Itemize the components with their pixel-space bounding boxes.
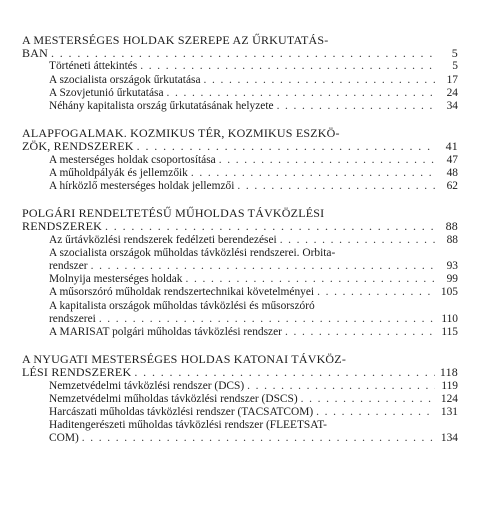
page-number: 5 (451, 46, 458, 61)
page-number: 115 (441, 326, 458, 339)
entry-title: Az űrtávközlési rendszerek fedélzeti berendezései (49, 233, 277, 246)
toc-entry (22, 87, 458, 100)
entry-title: A mesterséges holdak csoportosítása (49, 153, 216, 166)
entry-title: Molnyija mesterséges holdak (49, 273, 183, 286)
leader-dots (91, 260, 435, 273)
page-number: 48 (446, 166, 458, 179)
entry-title: Nemzetvédelmi műholdas távközlési rendszer (DSCS) (49, 392, 298, 405)
page-number: 17 (446, 73, 458, 86)
toc-entry (22, 326, 458, 339)
entry-title-line1: A szocialista országok műholdas távközlési rendszerei. Orbita- (49, 246, 336, 259)
leader-dots (237, 180, 435, 193)
entry-title: Néhány kapitalista ország űrkutatásának helyzete (49, 100, 274, 113)
toc-section (22, 34, 458, 113)
page-number: 34 (446, 100, 458, 113)
toc-entry (22, 260, 458, 273)
page-number: 131 (440, 406, 458, 419)
toc-section (22, 127, 458, 193)
page-number: 134 (440, 432, 458, 445)
section-heading-continuation: BAN (22, 46, 48, 61)
section-heading: A MESTERSÉGES HOLDAK SZEREPE AZ ŰRKUTATÁS- (22, 33, 329, 47)
section-heading-row (22, 140, 458, 153)
entry-title-line1: Haditengerészeti műholdas távközlési rendszer (FLEETSAT- (49, 419, 327, 432)
page-number: 93 (446, 260, 458, 273)
leader-dots (277, 100, 435, 113)
toc-entry (22, 393, 458, 406)
page-number: 41 (445, 139, 458, 154)
leader-dots (82, 432, 435, 445)
toc-entry (22, 180, 458, 193)
leader-dots (317, 286, 435, 299)
leader-dots (137, 140, 435, 153)
entry-title: COM) (49, 432, 79, 445)
leader-dots (134, 366, 435, 379)
page-number: 124 (440, 392, 458, 405)
leader-dots (204, 74, 435, 87)
toc-entry (22, 313, 458, 326)
leader-dots (219, 154, 435, 167)
section-heading-continuation: LÉSI RENDSZEREK (22, 365, 132, 380)
leader-dots (301, 393, 435, 406)
page-number: 110 (441, 312, 458, 325)
entry-title: A Szovjetunió űrkutatása (49, 86, 164, 99)
page-number: 88 (446, 233, 458, 246)
section-heading: A NYUGATI MESTERSÉGES HOLDAS KATONAI TÁVKÖZ- (22, 352, 347, 367)
page-number: 118 (439, 365, 458, 380)
toc-entry (22, 406, 458, 419)
toc-entry (22, 167, 458, 180)
toc-entry (22, 100, 458, 113)
table-of-contents (22, 34, 458, 460)
section-heading: ALAPFOGALMAK. KOZMIKUS TÉR, KOZMIKUS ESZKÖ- (22, 126, 340, 141)
section-heading: POLGÁRI RENDELTETÉSŰ MŰHOLDAS TÁVKÖZLÉSI (22, 206, 325, 221)
page-number: 88 (445, 219, 458, 234)
section-heading-row (22, 220, 458, 233)
toc-entry (22, 154, 458, 167)
leader-dots (316, 406, 435, 419)
toc-entry (22, 273, 458, 286)
leader-dots (280, 234, 435, 247)
entry-title: A hírközlő mesterséges holdak jellemzői (49, 180, 235, 193)
leader-dots (247, 380, 435, 393)
toc-section (22, 207, 458, 339)
leader-dots (186, 273, 436, 286)
leader-dots (191, 167, 435, 180)
entry-title: rendszer (49, 260, 88, 273)
page-number: 105 (440, 286, 458, 299)
toc-entry (22, 432, 458, 445)
section-heading-row (22, 366, 458, 379)
entry-title: Nemzetvédelmi távközlési rendszer (DCS) (49, 379, 245, 392)
toc-entry (22, 380, 458, 393)
entry-title: Harcászati műholdas távközlési rendszer (TACSATCOM) (49, 406, 314, 419)
leader-dots (140, 60, 435, 73)
page-number: 62 (446, 180, 458, 193)
entry-title: rendszerei (49, 312, 96, 325)
section-heading-row (22, 47, 458, 60)
entry-title: A műholdpályák és jellemzőik (49, 166, 188, 179)
page-number: 47 (446, 153, 458, 166)
toc-entry (22, 74, 458, 87)
entry-title: Történeti áttekintés (49, 60, 138, 73)
section-heading-continuation: ZÖK, RENDSZEREK (22, 139, 134, 154)
toc-entry (22, 234, 458, 247)
leader-dots (51, 47, 435, 60)
page-number: 99 (446, 273, 458, 286)
leader-dots (105, 220, 435, 233)
page-number: 5 (452, 60, 458, 73)
entry-title: A műsorszóró műholdak rendszertechnikai követelményei (49, 286, 315, 299)
page-number: 24 (446, 86, 458, 99)
toc-section (22, 353, 458, 445)
section-heading-continuation: RENDSZEREK (22, 219, 102, 234)
toc-entry (22, 286, 458, 299)
page-number: 119 (441, 379, 458, 392)
entry-title-line1: A kapitalista országok műholdas távközlési és műsorszóró (49, 299, 315, 312)
leader-dots (167, 87, 435, 100)
leader-dots (285, 326, 435, 339)
leader-dots (99, 313, 435, 326)
entry-title: A MARISAT polgári műholdas távközlési rendszer (49, 326, 282, 339)
entry-title: A szocialista országok űrkutatása (49, 73, 201, 86)
toc-entry (22, 60, 458, 73)
